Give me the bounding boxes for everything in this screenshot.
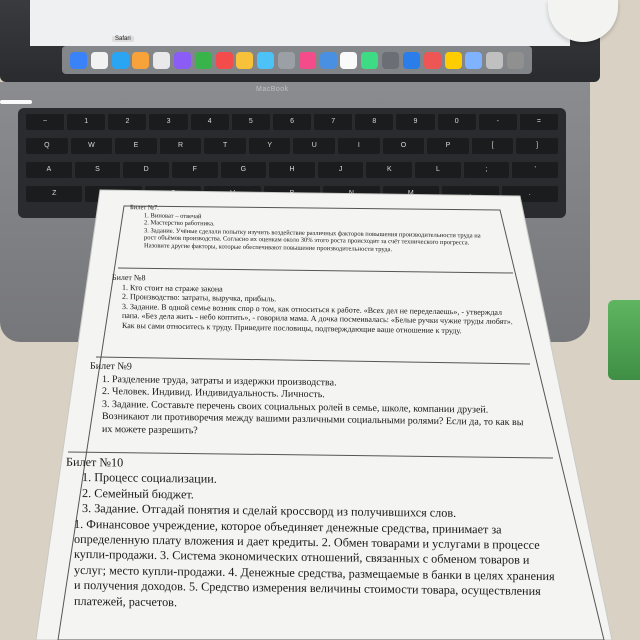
ticket-title: Билет №8 bbox=[112, 272, 146, 283]
keyboard-key: M bbox=[383, 186, 439, 202]
keyboard-key: 7 bbox=[314, 114, 352, 130]
keyboard-key: K bbox=[366, 162, 412, 178]
keyboard-key: - bbox=[479, 114, 517, 130]
keyboard-key: P bbox=[427, 138, 469, 154]
ticket-title: Билет №10 bbox=[66, 454, 124, 470]
ticket-title: Билет №9 bbox=[90, 360, 132, 373]
ticket-item: 1. Виноват – отвечай bbox=[144, 211, 202, 220]
keyboard-key: D bbox=[123, 162, 169, 178]
keyboard-key: 9 bbox=[396, 114, 434, 130]
keyboard-key: R bbox=[160, 138, 202, 154]
keyboard-key: = bbox=[520, 114, 558, 130]
ticket-10 bbox=[66, 455, 556, 615]
ticket-item: 1. Процесс социализации. bbox=[82, 470, 217, 487]
keyboard-key: Y bbox=[249, 138, 291, 154]
ticket-item: 3. Задание. Составьте перечень своих социальных ролей в семье, школе, компании друзей. Возникают ли противоречия между вашими различными социальными ролями? Если да, то как вы их можете разрешить? bbox=[102, 398, 524, 436]
ticket-title: Билет №7. bbox=[130, 204, 159, 212]
laptop-brand-label: MacBook bbox=[256, 86, 289, 93]
keyboard-key: 8 bbox=[355, 114, 393, 130]
keyboard-key: 4 bbox=[191, 114, 229, 130]
ticket-item: 1. Разделение труда, затраты и издержки производства. bbox=[102, 373, 337, 388]
dock-tooltip: Safari bbox=[112, 36, 134, 42]
keyboard-key: I bbox=[338, 138, 380, 154]
ticket-item: 3. Задание. Учёные сделали попытку изучить воздействие различных факторов повышения производительности труда на рост объёмов производства. Согласно их оценкам около 30% этого роста происходит за счёт технического прогресса. Назовите другие факторы, которые обеспечивают повышение производительности труда. bbox=[144, 227, 481, 254]
ticket-item: 2. Производство: затраты, выручка, прибыль. bbox=[122, 292, 277, 304]
keyboard-key: ] bbox=[516, 138, 558, 154]
keyboard-key: T bbox=[204, 138, 246, 154]
keyboard-key: A bbox=[26, 162, 72, 178]
keyboard-key: L bbox=[415, 162, 461, 178]
ticket-8 bbox=[112, 273, 516, 337]
ticket-9 bbox=[90, 361, 526, 442]
keyboard-key: H bbox=[269, 162, 315, 178]
ticket-item: 1. Финансовое учреждение, которое объединяет денежные средства, принимает за определенную плату вложения и дает кредиты. 2. Обмен товарами и услугами в процессе купли-продажи. 3. Система экономических отношений, связанных с обменом товаров и услуг; место купли-продажи. 4. Денежные средства, размещаемые в банки в целях хранения и получения доходов. 5. Средство измерения величины стоимости товара, осуществления платежей, расчетов. bbox=[74, 516, 555, 609]
ticket-item: 3. Задание. В одной семье возник спор о том, как относиться к работе. «Всех дел не переделаешь», - утверждал папа. «Без дела жить - небо коптить», - говорила мама. А дочка посмеивалась: «Белые ручки чужие труды любят». Как вы сами относитесь к труду. Приведите пословицы, подтверждающие ваше отношение к труду. bbox=[122, 301, 513, 336]
ticket-item: 2. Мастерство работника. bbox=[144, 219, 215, 228]
keyboard-key: 3 bbox=[149, 114, 187, 130]
keyboard-key: ~ bbox=[26, 114, 64, 130]
keyboard-key: S bbox=[75, 162, 121, 178]
keyboard-key: G bbox=[221, 162, 267, 178]
ticket-item: 1. Кто стоит на страже закона bbox=[122, 282, 223, 294]
keyboard-key: U bbox=[293, 138, 335, 154]
keyboard-key: 1 bbox=[67, 114, 105, 130]
ticket-item: 3. Задание. Отгадай понятия и сделай кроссворд из получившихся слов. bbox=[82, 501, 457, 521]
keyboard-key: 0 bbox=[438, 114, 476, 130]
keyboard-key: W bbox=[71, 138, 113, 154]
keyboard-key: ; bbox=[464, 162, 510, 178]
keyboard-key: O bbox=[383, 138, 425, 154]
keyboard-key: 6 bbox=[273, 114, 311, 130]
keyboard-key: 5 bbox=[232, 114, 270, 130]
keyboard-key: E bbox=[115, 138, 157, 154]
ticket-7 bbox=[130, 204, 500, 255]
keyboard-key: . bbox=[502, 186, 558, 202]
keyboard-key: , bbox=[442, 186, 498, 202]
keyboard-key: Q bbox=[26, 138, 68, 154]
keyboard-key: F bbox=[172, 162, 218, 178]
keyboard-key: ' bbox=[512, 162, 558, 178]
keyboard-key: Z bbox=[26, 186, 82, 202]
keyboard-key: [ bbox=[472, 138, 514, 154]
keyboard-key: 2 bbox=[108, 114, 146, 130]
keyboard-key: J bbox=[318, 162, 364, 178]
ticket-item: 2. Человек. Индивид. Индивидуальность. Личность. bbox=[102, 385, 325, 401]
ticket-item: 2. Семейный бюджет. bbox=[82, 485, 194, 502]
